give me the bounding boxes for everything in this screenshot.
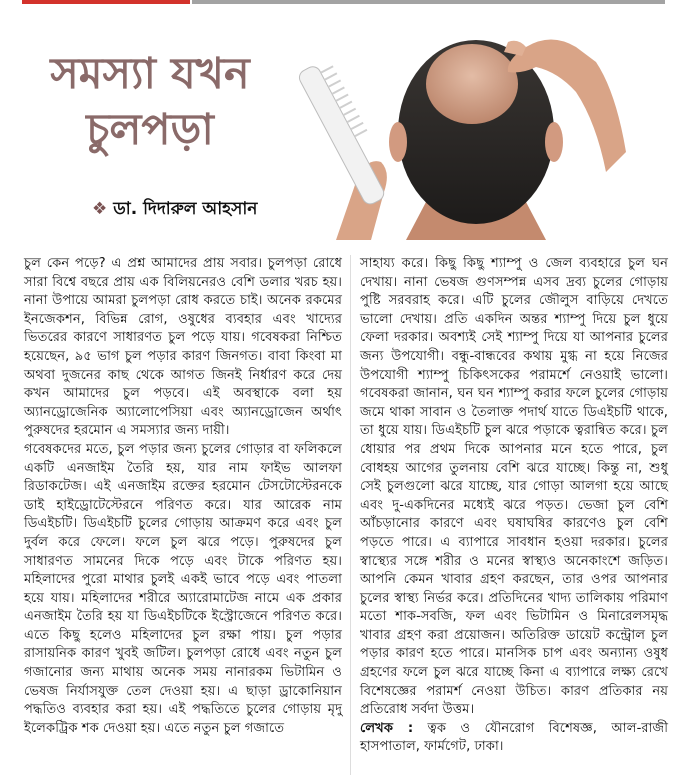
writer-label: লেখক : [360,720,414,736]
writer-credit [360,720,668,757]
top-rule-red [22,0,190,4]
article-title [30,46,270,158]
title-line-2: চুলপড়া [86,105,214,155]
author-name: ডা. দিদারুল আহসান [113,199,258,219]
top-rule-gray [192,0,665,4]
article-column-left [24,255,342,738]
column-divider [350,255,351,775]
title-line-1: সমস্যা যখন [50,49,250,99]
paragraph: সাহায্য করে। কিছু কিছু শ্যাম্পু ও জেল ব্যবহারে চুল ঘন দেখায়। নানা ভেষজ গুণসম্পন্ন এসব দ্রব্য চুলের গোড়ায় পুষ্টি সরবরাহ করে। এটি চুলের জৌলুস বাড়িয়ে দেখতে ভালো দেখায়। প্রতি একদিন অন্তর শ্যাম্পু দিয়ে চুল ধুয়ে ফেলা দরকার। অবশ্যই সেই শ্যাম্পু দিয়ে যা আপনার চুলের জন্য উপযোগী। বন্ধু-বান্ধবের কথায় মুগ্ধ না হয়ে নিজের উপযোগী শ্যাম্পু চিকিৎসকের পরামর্শে নেওয়াই ভালো। গবেষকরা জানান, ঘন ঘন শ্যাম্পু করার ফলে চুলের গোড়ায় জমে থাকা সাবান ও তৈলাক্ত পদার্থ যাতে ডিএইচটি থাকে, তা ধুয়ে যায়। ডিএইচটি চুল ঝরে পড়াকে ত্বরান্বিত করে। চুল ধোয়ার পর প্রথম দিকে আপনার মনে হতে পারে, চুল বোধহয় আগের তুলনায় বেশি ঝরে যাচ্ছে। কিন্তু না, শুধু সেই চুলগুলো ঝরে যাচ্ছে, যার গোড়া আলগা হয়ে আছে এবং দু-একদিনের মধ্যেই ঝরে পড়ত। ভেজা চুল বেশি আঁচড়ানোর কারণে এবং ঘষাঘষির কারণেও চুল বেশি পড়তে পারে। এ ব্যাপারে সাবধান হওয়া দরকার। চুলের স্বাস্থ্যের সঙ্গে শরীর ও মনের স্বাস্থ্যও অনেকাংশে জড়িত। আপনি কেমন খাবার গ্রহণ করছেন, তার ওপর আপনার চুলের স্বাস্থ্য নির্ভর করে। প্রতিদিনের খাদ্য তালিকায় পরিমাণ মতো শাক-সবজি, ফল এবং ভিটামিন ও মিনারেলসমৃদ্ধ খাবার গ্রহণ করা প্রয়োজন। অতিরিক্ত ডায়েট কন্ট্রোল চুল পড়ার কারণ হতে পারে। মানসিক চাপ এবং অন্যান্য ওষুধ গ্রহণের ফলে চুল ঝরে যাচ্ছে কিনা এ ব্যাপারে লক্ষ্য রেখে বিশেষজ্ঞের পরামর্শ নেওয়া উচিত। কারণ প্রতিকার নয় প্রতিরোধ সর্বদা উত্তম। [360,256,668,718]
bullet-icon: ❖ [92,199,108,219]
author-byline [92,196,257,224]
man-with-comb-hair-loss-photo [296,12,652,240]
paragraph: চুল কেন পড়ে? এ প্রশ্ন আমাদের প্রায় সবার। চুলপড়া রোধে সারা বিশ্বে বছরে প্রায় এক বিলিয়নেরও বেশি ডলার খরচ হয়। নানা উপায়ে আমরা চুলপড়া রোধ করতে চাই। অনেক রকমের ইনজেকশন, বিভিন্ন রোগ, ওষুধের ব্যবহার এবং খাদ্যের ভিতরের কারণে সাধারণত চুল পড়ে যায়। গবেষকরা নিশ্চিত হয়েছেন, ৯৫ ভাগ চুল পড়ার কারণ জিনগত। বাবা কিংবা মা অথবা দুজনের কাছ থেকে আগত জিনই নির্ধারণ করে দেয় কখন আমাদের চুল পড়বে। এই অবস্থাকে বলা হয় অ্যানড্রোজেনিক অ্যালোপেসিয়া এবং অ্যানড্রোজেন অর্থাৎ পুরুষদের হরমোন এ সমস্যার জন্য দায়ী। [24,256,342,439]
writer-info: ত্বক ও যৌনরোগ বিশেষজ্ঞ, আল-রাজী হাসপাতাল, ফার্মগেট, ঢাকা। [360,720,668,755]
article-column-right [360,255,668,757]
paragraph: গবেষকদের মতে, চুল পড়ার জন্য চুলের গোড়ার বা ফলিকলে একটি এনজাইম তৈরি হয়, যার নাম ফাইভ আলফা রিডাকটেজ। এই এনজাইম রক্তের হরমোন টেসটোস্টেরনকে ডাই হাইড্রোটেস্টেরনে পরিণত করে। যার আরেক নাম ডিএইচটি। ডিএইচটি চুলের গোড়ায় আক্রমণ করে এবং চুল দুর্বল করে ফেলে। ফলে চুল ঝরে পড়ে। পুরুষদের চুল সাধারণত সামনের দিকে পড়ে এবং টাকে পরিণত হয়। মহিলাদের পুরো মাথার চুলই একই ভাবে পড়ে এবং পাতলা হয়ে যায়। মহিলাদের শরীরে অ্যারোমাটেজ নামে এক প্রকার এনজাইম তৈরি হয় যা ডিএইচটিকে ইস্ট্রোজেনে পরিণত করে। এতে কিছু হলেও মহিলাদের চুল রক্ষা পায়। চুল পড়ার রাসায়নিক কারণ খুবই জটিল। চুলপড়া রোধে এবং নতুন চুল গজানোর জন্য মাথায় অনেক সময় নানারকম ভিটামিন ও ভেষজ নির্যাসযুক্ত তেল দেওয়া হয়। এ ছাড়া ড্রাকোনিয়ান পদ্ধতিও ব্যবহার করা হয়। এই পদ্ধতিতে চুলের গোড়ায় মৃদু ইলেকট্রিক শক দেওয়া হয়। এতে নতুন চুল গজাতে [24,441,342,736]
top-rule [0,0,687,8]
